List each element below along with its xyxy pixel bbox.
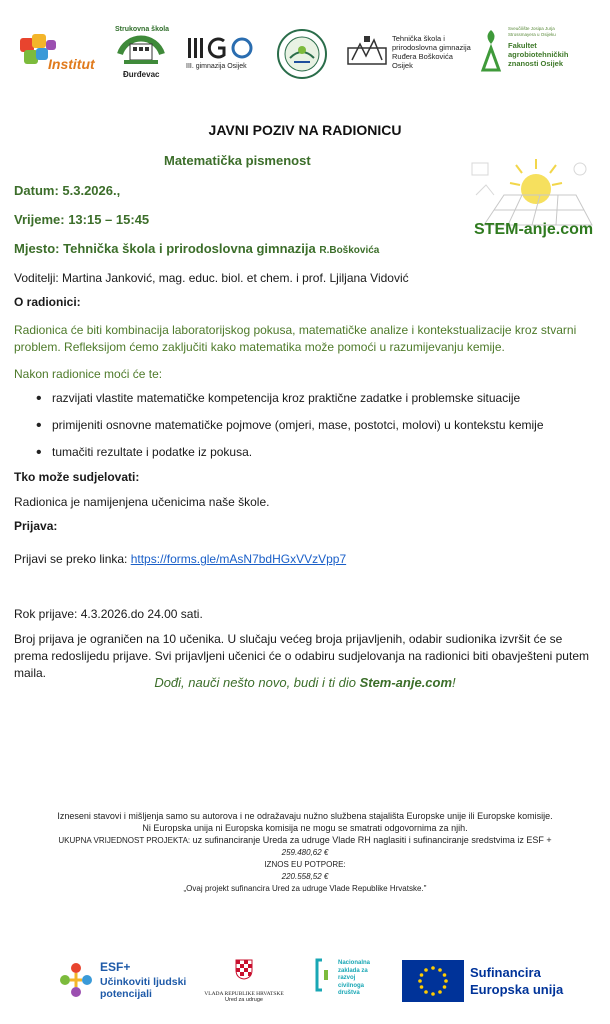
fazos-small-line: Sveučilište Josipa Jurja: [508, 26, 555, 31]
institut-logo: [18, 32, 100, 82]
after-text: Nakon radionice moći će te:: [14, 367, 163, 381]
eu-line: Sufinancira: [470, 965, 541, 980]
project-value-amount: 259.480,62 €: [281, 848, 329, 857]
djurdjevac-name: Đurđevac: [123, 70, 160, 79]
zaklada-line: zaklada za: [338, 967, 368, 974]
zaklada-logo: [314, 958, 386, 1010]
outcomes-list: [14, 390, 594, 471]
fazos-leaf-icon: [480, 26, 502, 74]
disclaimer-line-2: Ni Europska unija ni Europska komisija ne mogu se smatrati odgovornima za njih.: [142, 823, 468, 833]
tsrb-line: Ruđera Boškovića: [392, 52, 453, 61]
page-title: JAVNI POZIV NA RADIONICU: [208, 122, 402, 138]
project-value-label: UKUPNA VRIJEDNOST PROJEKTA:: [58, 836, 191, 845]
sun-solar-panel-icon: [464, 155, 598, 227]
who-text: Radionica je namijenjena učenicima naše škole.: [14, 495, 270, 509]
zaklada-line: Nacionalna: [338, 960, 371, 966]
deadline-line: Rok prijave: 4.3.2026.do 24.00 sati.: [14, 607, 203, 621]
eu-support-amount: 220.558,52 €: [281, 872, 329, 881]
gimnazija-logo-text: III. gimnazija Osijek: [186, 63, 247, 70]
tsrb-line: Osijek: [392, 61, 413, 70]
tsrb-line: Tehnička škola i: [392, 34, 445, 43]
project-value-line: [0, 834, 610, 847]
djurdjevac-arc-text: Strukovna škola: [115, 26, 170, 33]
circle-emblem-logo: [276, 28, 328, 80]
stem-anje-logo: [464, 155, 598, 245]
slogan: [0, 675, 610, 690]
place-small: R.Boškovića: [319, 245, 380, 256]
esf-people-icon: [58, 960, 94, 1002]
esf-line: Učinkoviti ljudski: [100, 976, 187, 988]
eu-line: Europska unija: [470, 982, 564, 997]
about-text: Radionica će biti kombinacija laboratorijskog pokusa, matematičke analize i kontekstualizacije kroz stvarni problem. Refleksijom ćemo zaključiti kako matematika može pomoći u razumijevanju kemije.: [14, 323, 577, 354]
apply-link[interactable]: https://forms.gle/mAsN7bdHGxVVzVpp7: [130, 552, 347, 566]
tsrb-line: prirodoslovna gimnazija: [392, 43, 471, 52]
workshop-subtitle: Matematička pismenost: [164, 153, 311, 168]
zaklada-bracket-icon: [314, 958, 334, 992]
vlada-office: Ured za udruge: [225, 997, 263, 1003]
emblem-icon: [276, 28, 328, 80]
zaklada-line: razvoj: [338, 975, 356, 981]
eu-logo: [402, 960, 582, 1006]
eu-text: [470, 964, 563, 998]
disclaimer: [0, 810, 610, 895]
disclaimer-line-1: Izneseni stavovi i mišljenja samo su autorova i ne odražavaju nužno službena stajališta Europske unije ili Europske komisije.: [57, 811, 553, 821]
tsrb-logo-text: [392, 34, 471, 70]
esf-logo: [58, 960, 188, 1006]
leaders-line: Voditelji: Martina Janković, mag. educ. biol. et chem. i prof. Ljiljana Vidović: [14, 271, 409, 285]
list-item: • tumačiti rezultate i podatke iz pokusa.: [14, 444, 594, 471]
list-item: • razvijati vlastite matematičke kompetencija kroz praktične zadatke i problemske situacije: [14, 390, 594, 417]
fazos-small: [508, 26, 556, 38]
slogan-text: Dođi, nauči nešto novo, budi i ti dio: [154, 675, 360, 690]
stem-anje-logo-text: STEM-anje.com: [474, 221, 594, 238]
esf-line: potencijali: [100, 988, 152, 1000]
zaklada-text: [338, 960, 370, 998]
esf-title: ESF+: [100, 960, 131, 974]
institut-logo-text: Institut: [48, 56, 95, 72]
date-line: Datum: 5.3.2026.,: [14, 183, 121, 198]
partner-logos: [0, 22, 610, 82]
eu-flag-icon: [402, 960, 464, 1002]
vlada-name: VLADA REPUBLIKE HRVATSKE: [204, 991, 284, 997]
fazos-small-line: Strossmayera u Osijeku: [508, 32, 556, 37]
fazos-logo: [480, 26, 590, 82]
about-heading: O radionici:: [14, 295, 81, 309]
place-line: [14, 241, 379, 256]
tsrb-mark-icon: [346, 34, 388, 68]
fazos-line: agrobiotehničkih: [508, 50, 569, 59]
vlada-logo: [198, 958, 290, 1008]
zaklada-line: civilnoga: [338, 982, 365, 989]
apply-heading: Prijava:: [14, 519, 58, 533]
project-value-text: uz sufinanciranje Ureda za udruge Vlade RH naglasiti i sufinanciranje sredstvima iz ESF +: [192, 835, 552, 845]
fazos-line: Fakultet: [508, 41, 537, 50]
djurdjevac-logo: [112, 24, 170, 84]
fazos-name: [508, 41, 568, 68]
place-text: Mjesto: Tehnička škola i prirodoslovna gimnazija: [14, 241, 316, 256]
slogan-brand: Stem-anje.com: [359, 675, 453, 690]
iii-go-mark-icon: [186, 36, 256, 60]
time-line: Vrijeme: 13:15 – 15:45: [14, 212, 150, 227]
funding-quote: „Ovaj projekt sufinancira Ured za udruge Vlade Republike Hrvatske.": [183, 884, 427, 893]
croatian-coat-of-arms-icon: [235, 958, 253, 980]
funder-logos: [0, 954, 610, 1014]
list-item: • primijeniti osnovne matematičke pojmove (omjeri, mase, postotci, molovi) u kontekstu kemije: [14, 417, 594, 444]
who-heading: Tko može sudjelovati:: [14, 470, 140, 484]
apply-line: [14, 551, 346, 568]
zaklada-line: društva: [338, 990, 360, 996]
eu-support-label: IZNOS EU POTPORE:: [264, 860, 346, 869]
apply-text: Prijavi se preko linka:: [14, 552, 131, 566]
gimnazija-logo: [186, 36, 260, 76]
limit-text: Broj prijava je ograničen na 10 učenika. U slučaju većeg broja prijavljenih, odabir sudionika izvršit će se prema redoslijedu prijave. Svi prijavljeni učenici će o odabiru sudjelovanja na radionici biti obavješteni putem maila.: [14, 632, 589, 680]
slogan-end: !: [452, 675, 456, 690]
tsrb-logo: [346, 34, 471, 78]
esf-text: [100, 976, 186, 1000]
fazos-line: znanosti Osijek: [508, 59, 564, 68]
